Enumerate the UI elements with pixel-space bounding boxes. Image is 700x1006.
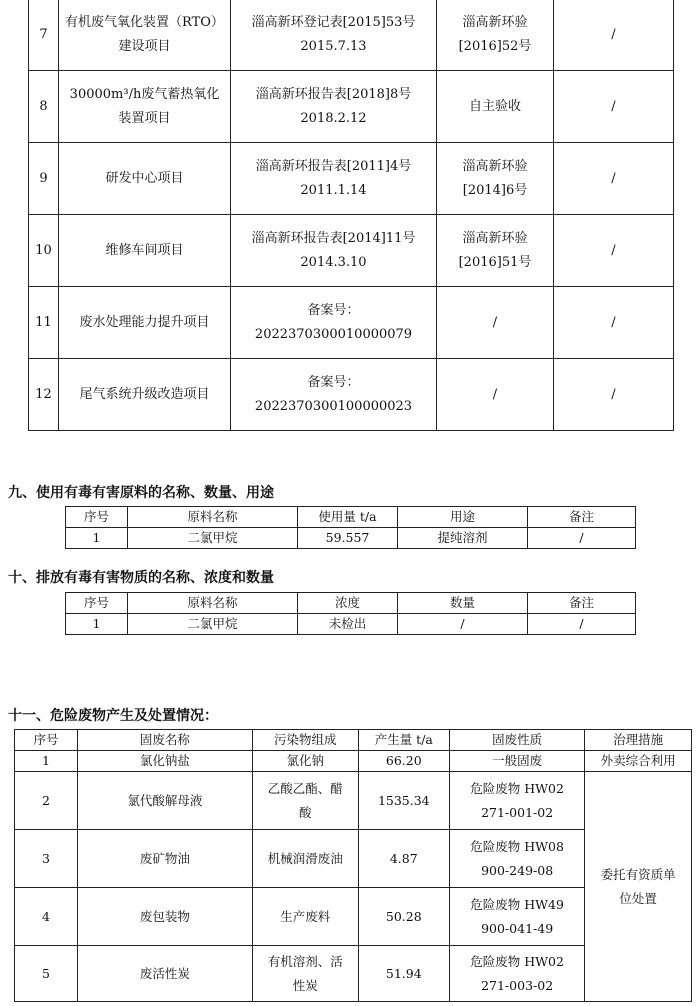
cell-no: 8 [29, 71, 59, 143]
header-cell: 原料名称 [128, 507, 298, 528]
cell-project-name [59, 215, 231, 287]
cell-no: 9 [29, 143, 59, 215]
table-row [29, 215, 674, 287]
header-cell: 固废名称 [78, 730, 253, 751]
header-cell: 数量 [398, 593, 528, 614]
section9-title: 九、使用有毒有害原料的名称、数量、用途 [8, 485, 274, 501]
cell: 氯化钠 [252, 751, 358, 772]
header-cell: 原料名称 [128, 593, 298, 614]
cell-line: 271-003-02 [481, 977, 554, 993]
toxic-materials-table [65, 506, 636, 549]
cell: 二氯甲烷 [128, 614, 298, 635]
cell-other: / [554, 143, 674, 215]
cell-acceptance [437, 0, 554, 71]
cell-waste-name: 废活性炭 [78, 946, 253, 1002]
cell-project-name [59, 359, 231, 431]
header-cell: 序号 [66, 507, 128, 528]
cell-acceptance [437, 215, 554, 287]
cell-line: 乙酸乙酯、醋 [267, 780, 343, 796]
cell-quantity: 4.87 [358, 830, 449, 888]
cell-line: 2015.7.13 [300, 38, 367, 54]
cell: 1 [15, 751, 78, 772]
cell-waste-name: 废包装物 [78, 888, 253, 946]
cell-line: 酸 [298, 804, 312, 820]
table-header-row [66, 593, 636, 614]
header-cell: 序号 [15, 730, 78, 751]
cell-approval [231, 71, 437, 143]
cell-line: 危险废物 HW02 [470, 780, 564, 796]
header-cell: 使用量 t/a [298, 507, 398, 528]
cell-approval [231, 359, 437, 431]
table-row [29, 359, 674, 431]
cell-line: 建设项目 [118, 38, 171, 54]
cell-line: 性炭 [292, 977, 318, 993]
cell-composition [252, 888, 358, 946]
cell-shared-measure [585, 772, 692, 1002]
cell-line: 研发中心项目 [105, 170, 184, 186]
cell-line: 危险废物 HW02 [470, 953, 564, 969]
cell-line: [2016]52号 [458, 38, 532, 54]
cell-line: 淄高新环验 [462, 158, 528, 174]
cell-line: 淄高新环登记表[2015]53号 [251, 14, 416, 30]
header-cell: 污染物组成 [252, 730, 358, 751]
hazardous-waste-table [14, 729, 692, 1002]
cell-line: 机械润滑废油 [267, 850, 343, 866]
cell-acceptance [437, 359, 554, 431]
cell: 氯化钠盐 [78, 751, 253, 772]
cell-line: 生产废料 [280, 908, 331, 924]
cell-line: 淄高新环报告表[2014]11号 [251, 230, 416, 246]
cell-line: 危险废物 HW08 [470, 838, 564, 854]
cell-line: 淄高新环报告表[2011]4号 [255, 158, 412, 174]
cell-no: 12 [29, 359, 59, 431]
table-header-row [15, 730, 692, 751]
cell-no: 5 [15, 946, 78, 1002]
cell-no: 3 [15, 830, 78, 888]
cell-line: 2011.1.14 [300, 182, 367, 198]
table-row [29, 287, 674, 359]
projects-table [28, 0, 674, 431]
cell-line: 有机废气氧化装置（RTO） [65, 14, 224, 30]
cell-acceptance [437, 71, 554, 143]
cell-no: 7 [29, 0, 59, 71]
cell-waste-name: 废矿物油 [78, 830, 253, 888]
cell-composition [252, 772, 358, 830]
cell-line: 2014.3.10 [300, 254, 367, 270]
section10-title: 十、排放有毒有害物质的名称、浓度和数量 [8, 570, 274, 586]
cell-nature [450, 888, 585, 946]
cell-project-name [59, 0, 231, 71]
cell-no: 11 [29, 287, 59, 359]
cell-nature [450, 772, 585, 830]
toxic-emissions-table [65, 592, 636, 635]
cell-line: 有机溶剂、活 [267, 953, 343, 969]
cell-nature [450, 946, 585, 1002]
header-cell: 固废性质 [450, 730, 585, 751]
cell-project-name [59, 71, 231, 143]
cell: 59.557 [298, 528, 398, 549]
cell-line: [2016]51号 [458, 254, 532, 270]
cell-acceptance [437, 143, 554, 215]
header-cell: 治理措施 [585, 730, 692, 751]
cell-line: 位处置 [619, 890, 657, 906]
cell-other: / [554, 359, 674, 431]
header-cell: 备注 [528, 593, 636, 614]
cell-line: 900-249-08 [481, 862, 554, 878]
cell-line: / [492, 386, 498, 402]
cell-other: / [554, 287, 674, 359]
cell-quantity: 1535.34 [358, 772, 449, 830]
cell-line: 自主验收 [468, 98, 521, 114]
cell-other: / [554, 71, 674, 143]
cell-acceptance [437, 287, 554, 359]
table-row [66, 614, 636, 635]
cell-composition [252, 830, 358, 888]
header-cell: 序号 [66, 593, 128, 614]
cell: 二氯甲烷 [128, 528, 298, 549]
cell-other: / [554, 0, 674, 71]
cell: 外卖综合利用 [585, 751, 692, 772]
cell-nature [450, 830, 585, 888]
cell: / [528, 528, 636, 549]
cell-approval [231, 143, 437, 215]
cell-line: 危险废物 HW49 [470, 896, 564, 912]
cell-approval [231, 215, 437, 287]
cell: 提纯溶剂 [398, 528, 528, 549]
cell: 一般固废 [450, 751, 585, 772]
cell-line: / [492, 314, 498, 330]
cell-other: / [554, 215, 674, 287]
table-row [29, 143, 674, 215]
cell-line: 备案号：2022370300100000023 [254, 374, 413, 414]
table-header-row [66, 507, 636, 528]
cell-line: 委托有资质单 [600, 866, 676, 882]
cell-line: 装置项目 [118, 110, 171, 126]
cell-project-name [59, 143, 231, 215]
cell-quantity: 51.94 [358, 946, 449, 1002]
section11-title: 十一、危险废物产生及处置情况： [8, 708, 218, 724]
header-cell: 产生量 t/a [358, 730, 449, 751]
header-cell: 备注 [528, 507, 636, 528]
table-row [15, 751, 692, 772]
cell-line: 2018.2.12 [300, 110, 367, 126]
cell-line: 备案号：2022370300010000079 [254, 302, 413, 342]
cell-no: 4 [15, 888, 78, 946]
cell-line: 淄高新环验 [462, 230, 528, 246]
cell-line: 维修车间项目 [105, 242, 184, 258]
cell-approval [231, 287, 437, 359]
cell-line: 废水处理能力提升项目 [79, 314, 210, 330]
cell: 1 [66, 528, 128, 549]
cell-waste-name: 氯代酸解母液 [78, 772, 253, 830]
cell-line: 淄高新环验 [462, 14, 528, 30]
cell-project-name [59, 287, 231, 359]
cell-line: 尾气系统升级改造项目 [79, 386, 210, 402]
cell-approval [231, 0, 437, 71]
header-cell: 浓度 [298, 593, 398, 614]
cell-line: 271-001-02 [481, 804, 554, 820]
cell-line: 900-041-49 [481, 920, 554, 936]
cell: 1 [66, 614, 128, 635]
cell-quantity: 50.28 [358, 888, 449, 946]
cell-line: 淄高新环报告表[2018]8号 [255, 86, 412, 102]
cell: / [528, 614, 636, 635]
cell-line: 30000m³/h废气蓄热氧化 [69, 86, 220, 102]
cell-line: [2014]6号 [462, 182, 528, 198]
cell-no: 2 [15, 772, 78, 830]
cell-composition [252, 946, 358, 1002]
table-row [15, 772, 692, 830]
table-row [29, 71, 674, 143]
cell: / [398, 614, 528, 635]
cell: 66.20 [358, 751, 449, 772]
header-cell: 用途 [398, 507, 528, 528]
cell: 未检出 [298, 614, 398, 635]
cell-no: 10 [29, 215, 59, 287]
table-row [66, 528, 636, 549]
table-row [29, 0, 674, 71]
